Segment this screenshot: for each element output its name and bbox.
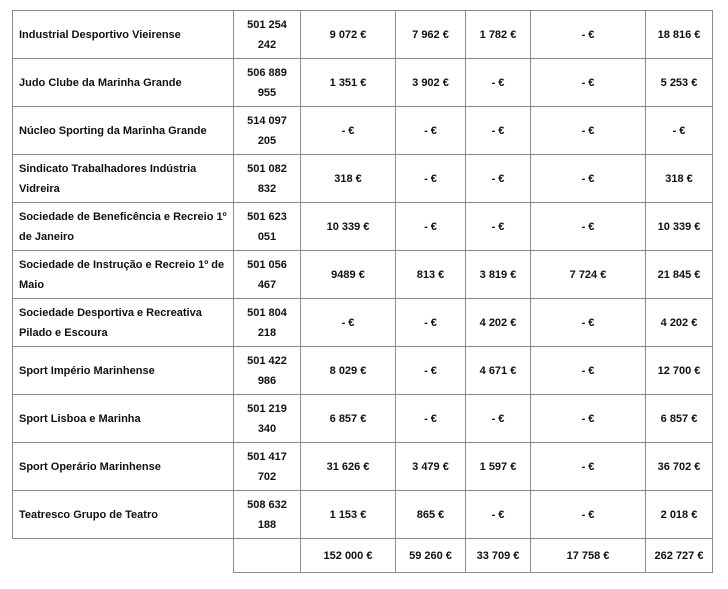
table-row — [13, 107, 713, 155]
amount-cell: - € — [531, 347, 646, 395]
amount-cell: - € — [466, 107, 531, 155]
amount-cell: 8 029 € — [301, 347, 396, 395]
table-row — [13, 443, 713, 491]
table-row — [13, 491, 713, 539]
table-row — [13, 11, 713, 59]
amount-cell: - € — [466, 395, 531, 443]
nif-cell: 501 417 702 — [234, 443, 301, 491]
amount-cell: 7 724 € — [531, 251, 646, 299]
row-total-cell: 4 202 € — [646, 299, 713, 347]
row-total-cell: 2 018 € — [646, 491, 713, 539]
amount-cell: - € — [531, 491, 646, 539]
nif-cell: 508 632 188 — [234, 491, 301, 539]
row-total-cell: 10 339 € — [646, 203, 713, 251]
amount-cell: - € — [531, 299, 646, 347]
amount-cell: 865 € — [396, 491, 466, 539]
table-row — [13, 155, 713, 203]
table-row — [13, 347, 713, 395]
nif-cell: 506 889 955 — [234, 59, 301, 107]
amount-cell: - € — [531, 107, 646, 155]
amount-cell: - € — [466, 155, 531, 203]
column-total-cell: 33 709 € — [466, 539, 531, 573]
amount-cell: 1 153 € — [301, 491, 396, 539]
amount-cell: - € — [396, 203, 466, 251]
nif-cell: 501 219 340 — [234, 395, 301, 443]
amount-cell: 10 339 € — [301, 203, 396, 251]
row-total-cell: - € — [646, 107, 713, 155]
grant-table — [12, 10, 713, 573]
amount-cell: 3 479 € — [396, 443, 466, 491]
row-total-cell: 318 € — [646, 155, 713, 203]
amount-cell: - € — [531, 59, 646, 107]
entity-name-cell: Industrial Desportivo Vieirense — [13, 11, 234, 59]
amount-cell: 1 351 € — [301, 59, 396, 107]
amount-cell: 9 072 € — [301, 11, 396, 59]
table-row — [13, 59, 713, 107]
nif-cell: 514 097 205 — [234, 107, 301, 155]
table-row — [13, 395, 713, 443]
amount-cell: - € — [396, 395, 466, 443]
column-total-cell: 152 000 € — [301, 539, 396, 573]
amount-cell: - € — [531, 155, 646, 203]
amount-cell: - € — [301, 107, 396, 155]
table-row — [13, 251, 713, 299]
amount-cell: - € — [531, 203, 646, 251]
entity-name-cell: Sociedade de Beneficência e Recreio 1º de Janeiro — [13, 203, 234, 251]
amount-cell: 3 819 € — [466, 251, 531, 299]
amount-cell: 7 962 € — [396, 11, 466, 59]
grand-total-cell: 262 727 € — [646, 539, 713, 573]
amount-cell: - € — [531, 443, 646, 491]
amount-cell: 4 202 € — [466, 299, 531, 347]
row-total-cell: 6 857 € — [646, 395, 713, 443]
amount-cell: 1 782 € — [466, 11, 531, 59]
table-row — [13, 299, 713, 347]
empty-cell — [13, 539, 234, 573]
nif-cell: 501 056 467 — [234, 251, 301, 299]
amount-cell: 31 626 € — [301, 443, 396, 491]
nif-cell: 501 804 218 — [234, 299, 301, 347]
row-total-cell: 18 816 € — [646, 11, 713, 59]
amount-cell: - € — [531, 395, 646, 443]
entity-name-cell: Judo Clube da Marinha Grande — [13, 59, 234, 107]
amount-cell: - € — [396, 155, 466, 203]
entity-name-cell: Sindicato Trabalhadores Indústria Vidreira — [13, 155, 234, 203]
amount-cell: 1 597 € — [466, 443, 531, 491]
amount-cell: - € — [396, 299, 466, 347]
amount-cell: 6 857 € — [301, 395, 396, 443]
amount-cell: 318 € — [301, 155, 396, 203]
amount-cell: - € — [396, 107, 466, 155]
row-total-cell: 5 253 € — [646, 59, 713, 107]
amount-cell: - € — [466, 491, 531, 539]
amount-cell: - € — [396, 347, 466, 395]
entity-name-cell: Sociedade de Instrução e Recreio 1º de Maio — [13, 251, 234, 299]
entity-name-cell: Sport Operário Marinhense — [13, 443, 234, 491]
amount-cell: 813 € — [396, 251, 466, 299]
amount-cell: - € — [466, 59, 531, 107]
row-total-cell: 21 845 € — [646, 251, 713, 299]
column-total-cell: 17 758 € — [531, 539, 646, 573]
amount-cell: - € — [301, 299, 396, 347]
amount-cell: 9489 € — [301, 251, 396, 299]
table-body — [13, 11, 713, 573]
entity-name-cell: Sociedade Desportiva e Recreativa Pilado e Escoura — [13, 299, 234, 347]
entity-name-cell: Núcleo Sporting da Marinha Grande — [13, 107, 234, 155]
amount-cell: 3 902 € — [396, 59, 466, 107]
row-total-cell: 36 702 € — [646, 443, 713, 491]
amount-cell: - € — [466, 203, 531, 251]
nif-cell: 501 422 986 — [234, 347, 301, 395]
row-total-cell: 12 700 € — [646, 347, 713, 395]
column-total-cell: 59 260 € — [396, 539, 466, 573]
amount-cell: 4 671 € — [466, 347, 531, 395]
nif-cell: 501 254 242 — [234, 11, 301, 59]
amount-cell: - € — [531, 11, 646, 59]
nif-cell: 501 623 051 — [234, 203, 301, 251]
entity-name-cell: Teatresco Grupo de Teatro — [13, 491, 234, 539]
entity-name-cell: Sport Império Marinhense — [13, 347, 234, 395]
totals-row — [13, 539, 713, 573]
nif-cell: 501 082 832 — [234, 155, 301, 203]
table-row — [13, 203, 713, 251]
empty-nif-cell — [234, 539, 301, 573]
entity-name-cell: Sport Lisboa e Marinha — [13, 395, 234, 443]
